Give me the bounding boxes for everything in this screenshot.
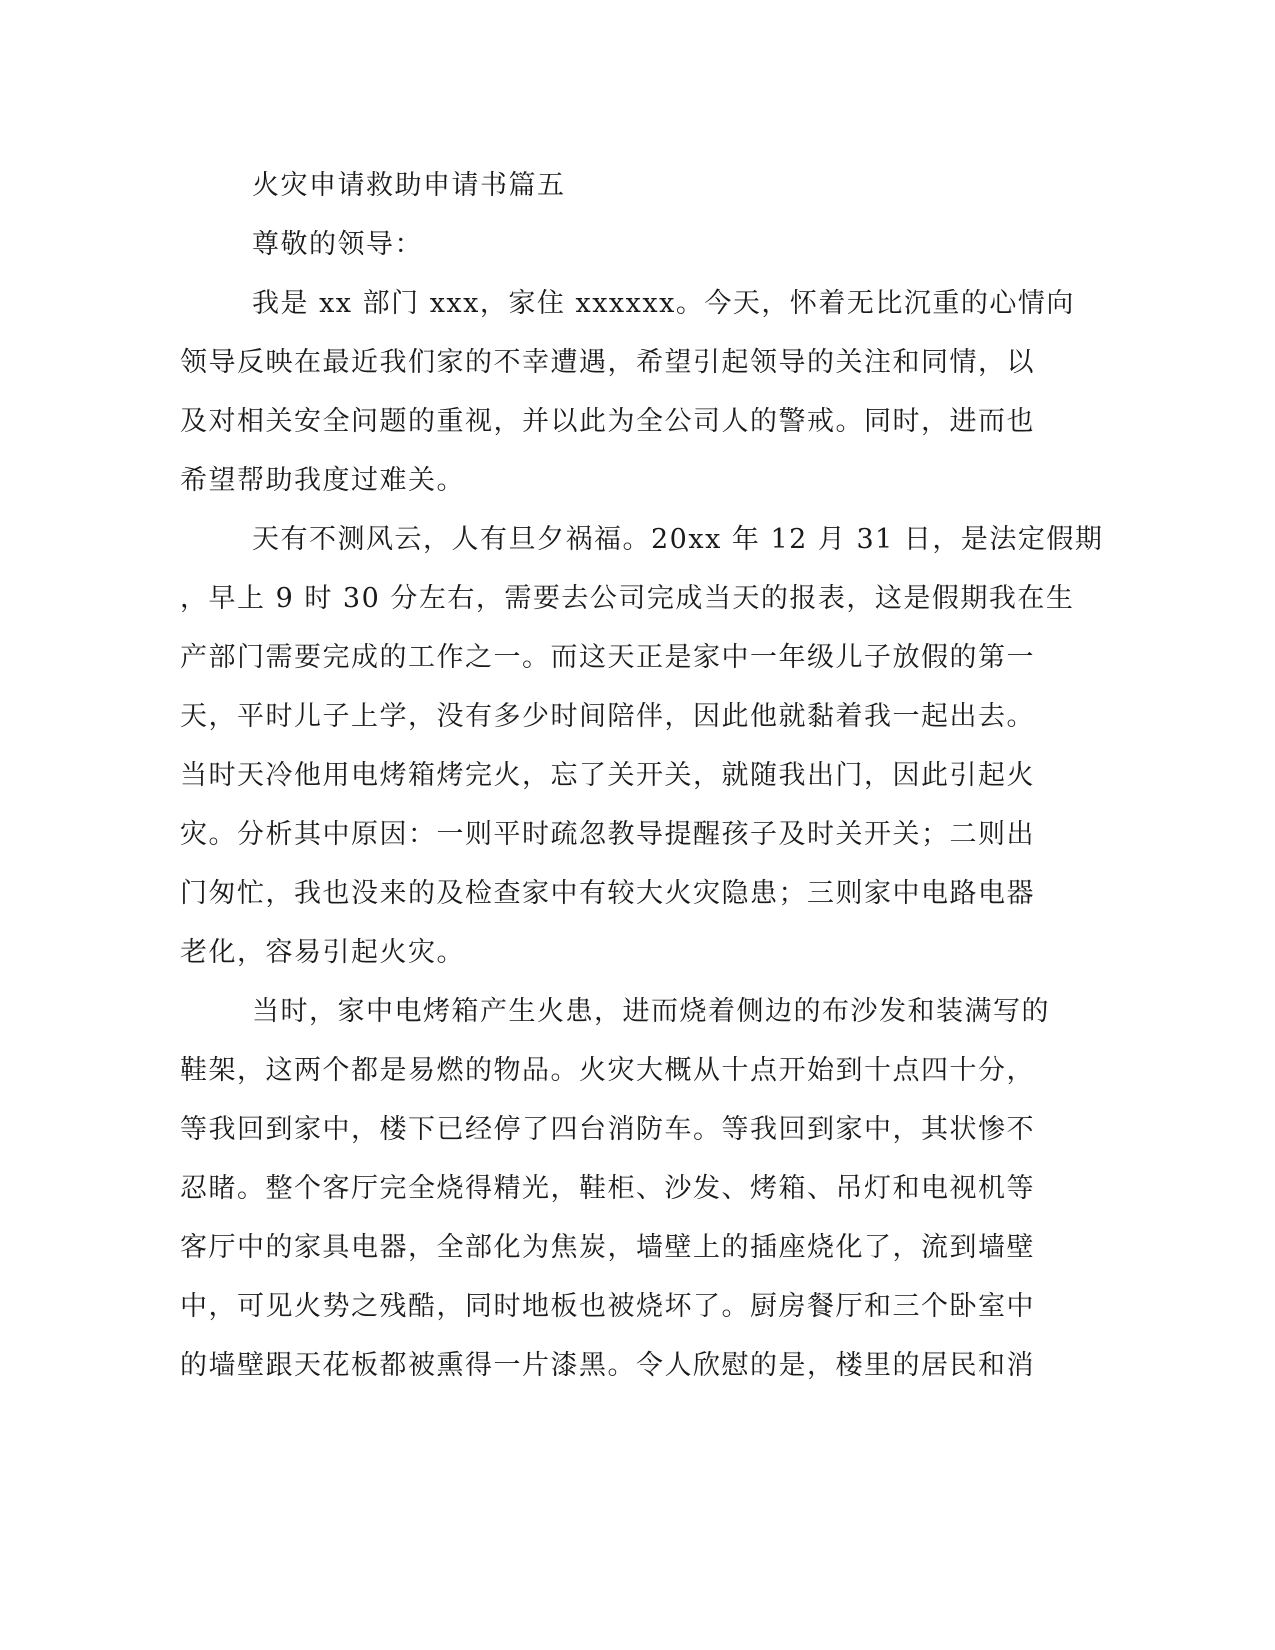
paragraph-line: 门匆忙，我也没来的及检查家中有较大火灾隐患；三则家中电路电器: [180, 878, 1035, 909]
paragraph-line: 等我回到家中，楼下已经停了四台消防车。等我回到家中，其状惨不: [180, 1114, 1035, 1145]
paragraph-line: 领导反映在最近我们家的不幸遭遇，希望引起领导的关注和同情，以: [180, 347, 1035, 378]
paragraph-line: 中，可见火势之残酷，同时地板也被烧坏了。厨房餐厅和三个卧室中: [180, 1291, 1035, 1322]
paragraph-line: 天有不测风云，人有旦夕祸福。20xx 年 12 月 31 日，是法定假期: [252, 524, 1104, 555]
document-body: [180, 156, 1104, 1395]
paragraph-line: 产部门需要完成的工作之一。而这天正是家中一年级儿子放假的第一: [180, 642, 1035, 673]
paragraph-line: 老化，容易引起火灾。: [180, 937, 465, 968]
paragraph-line: 天，平时儿子上学，没有多少时间陪伴，因此他就黏着我一起出去。: [180, 701, 1035, 732]
paragraph-line: 客厅中的家具电器，全部化为焦炭，墙壁上的插座烧化了，流到墙壁: [180, 1232, 1035, 1263]
paragraph-line: ，早上 9 时 30 分左右，需要去公司完成当天的报表，这是假期我在生: [180, 583, 1075, 614]
paragraph-3: [180, 982, 1050, 1395]
document-title: 火灾申请救助申请书篇五: [252, 170, 566, 201]
paragraph-line: 及对相关安全问题的重视，并以此为全公司人的警戒。同时，进而也: [180, 406, 1035, 437]
paragraph-line: 我是 xx 部门 xxx，家住 xxxxxx。今天，怀着无比沉重的心情向: [252, 288, 1075, 319]
paragraph-line: 忍睹。整个客厅完全烧得精光，鞋柜、沙发、烤箱、吊灯和电视机等: [180, 1173, 1035, 1204]
paragraph-line: 灾。分析其中原因：一则平时疏忽教导提醒孩子及时关开关；二则出: [180, 819, 1035, 850]
paragraph-line: 鞋架，这两个都是易燃的物品。火灾大概从十点开始到十点四十分，: [180, 1055, 1035, 1086]
paragraph-2: [180, 510, 1104, 982]
salutation: 尊敬的领导：: [252, 229, 423, 260]
paragraph-1: [180, 274, 1075, 510]
paragraph-line: 希望帮助我度过难关。: [180, 465, 465, 496]
paragraph-line: 当时，家中电烤箱产生火患，进而烧着侧边的布沙发和装满写的: [252, 996, 1050, 1027]
paragraph-line: 的墙壁跟天花板都被熏得一片漆黑。令人欣慰的是，楼里的居民和消: [180, 1350, 1035, 1381]
paragraph-line: 当时天冷他用电烤箱烤完火，忘了关开关，就随我出门，因此引起火: [180, 760, 1035, 791]
